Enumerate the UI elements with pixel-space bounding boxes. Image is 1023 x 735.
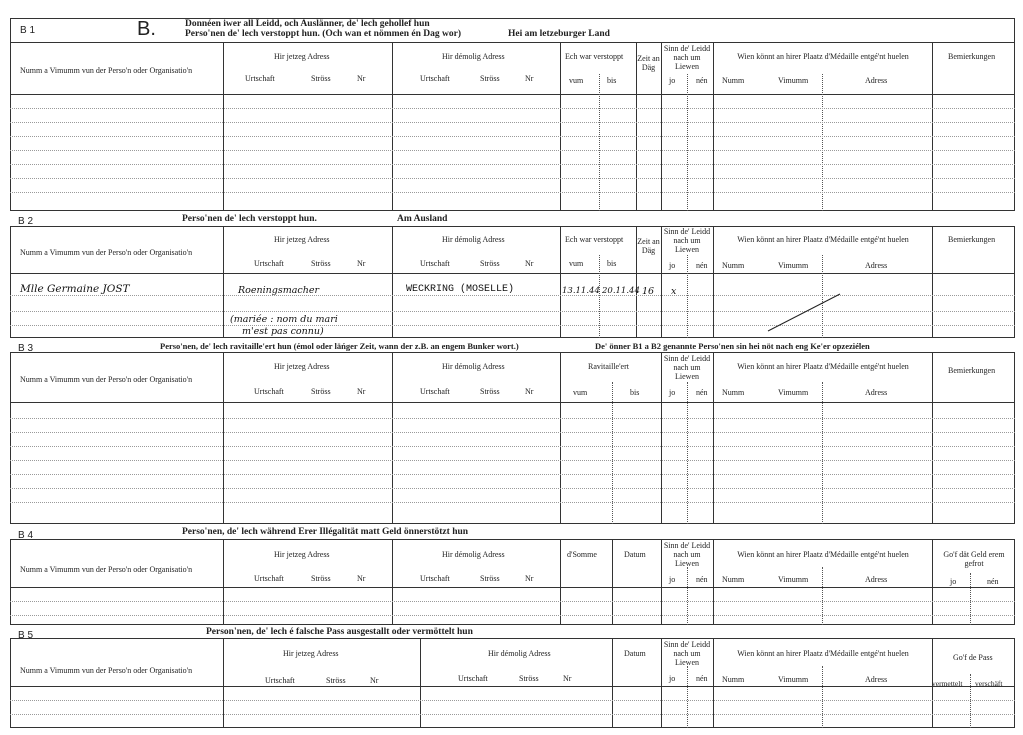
col-medal-name: Numm <box>722 76 745 85</box>
col-current-address: Hir jetzeg Adress <box>274 52 330 61</box>
col-yes: jo <box>669 261 676 270</box>
col-former-address: Hir démolig Adress <box>442 52 505 61</box>
col-medal-name: Numm <box>722 675 745 684</box>
col-nr: Nr <box>370 676 379 685</box>
col-current-address: Hir jetzeg Adress <box>274 235 330 244</box>
col-medal-first: Vimumm <box>778 575 809 584</box>
col-medal: Wien könnt an hirer Plaatz d'Médaille entgé'nt huelen <box>737 362 909 371</box>
col-yes: jo <box>950 577 957 586</box>
col-nr: Nr <box>525 574 534 583</box>
entry-note: m'est pas connu) <box>242 326 324 337</box>
col-town: Urtschaft <box>420 574 450 583</box>
col-no: nén <box>696 76 708 85</box>
section-b5 <box>10 626 1015 728</box>
col-died: Sinn de' Leidd nach um Liewen <box>663 640 711 667</box>
section-b2 <box>10 213 1015 338</box>
col-town: Urtschaft <box>458 674 488 683</box>
col-hidden: Ech war verstoppt <box>565 52 624 61</box>
col-died: Sinn de' Leidd nach um Liewen <box>663 227 711 254</box>
entry-name: Mlle Germaine JOST <box>20 283 130 295</box>
col-nr: Nr <box>525 74 534 83</box>
col-nr: Nr <box>357 259 366 268</box>
section-location: Hei am letzeburger Land <box>508 29 610 39</box>
col-distributed: vermettelt <box>932 679 963 688</box>
col-yes: jo <box>669 388 676 397</box>
col-street: Ströss <box>311 574 331 583</box>
section-location: Am Ausland <box>397 214 448 224</box>
col-medal: Wien könnt an hirer Plaatz d'Médaille entgé'nt huelen <box>737 550 909 559</box>
col-current-address: Hir jetzeg Adress <box>274 362 330 371</box>
col-street: Ströss <box>311 387 331 396</box>
col-street: Ströss <box>480 574 500 583</box>
col-sum: d'Somme <box>567 550 597 559</box>
entry-died-mark: x <box>671 286 677 297</box>
col-nr: Nr <box>525 387 534 396</box>
col-nr: Nr <box>357 387 366 396</box>
col-street: Ströss <box>311 74 331 83</box>
col-town: Urtschaft <box>254 574 284 583</box>
col-town: Urtschaft <box>420 74 450 83</box>
col-remarks: Bemierkungen <box>948 366 996 375</box>
col-former-address: Hir démolig Adress <box>442 362 505 371</box>
section-b1-frame <box>10 18 1015 211</box>
col-from: vum <box>569 76 584 85</box>
col-money-given: Go'f dät Geld erem gefrot <box>943 550 1005 568</box>
section-code: B 5 <box>18 630 34 641</box>
entry-current-town: Roeningsmacher <box>238 285 320 296</box>
col-town: Urtschaft <box>254 259 284 268</box>
col-medal: Wien könnt an hirer Plaatz d'Médaille entgé'nt huelen <box>737 52 909 61</box>
section-b3 <box>10 340 1015 524</box>
form-letter: B. <box>137 18 156 40</box>
col-medal-address: Adress <box>865 675 888 684</box>
section-title: Perso'nen, de' lech während Erer Illégalität matt Geld önnerstötzt hun <box>182 527 469 537</box>
section-code: B 2 <box>18 216 34 227</box>
col-remarks: Bemierkungen <box>948 52 996 61</box>
col-from: vum <box>573 388 588 397</box>
col-no: nén <box>696 261 708 270</box>
col-name: Numm a Vimumm vun der Perso'n oder Organisatio'n <box>20 666 193 675</box>
section-subtitle: Perso'nen de' lech verstoppt hun. (Och wan et nömmen én Dag wor) <box>185 29 462 39</box>
col-medal-name: Numm <box>722 575 745 584</box>
col-medal: Wien könnt an hirer Plaatz d'Médaille entgé'nt huelen <box>737 649 909 658</box>
col-name: Numm a Vimumm vun der Perso'n oder Organisatio'n <box>20 375 193 384</box>
col-no: nén <box>987 577 999 586</box>
section-code: B 4 <box>18 530 34 541</box>
col-died: Sinn de' Leidd nach um Liewen <box>663 44 711 71</box>
col-date: Datum <box>624 550 646 559</box>
col-name: Numm a Vimumm vun der Perso'n oder Organisatio'n <box>20 565 193 574</box>
col-died: Sinn de' Leidd nach um Liewen <box>663 541 711 568</box>
col-town: Urtschaft <box>420 387 450 396</box>
col-no: nén <box>696 674 708 683</box>
section-code: B 3 <box>18 343 34 354</box>
col-date: Datum <box>624 649 646 658</box>
col-yes: jo <box>669 76 676 85</box>
col-former-address: Hir démolig Adress <box>488 649 551 658</box>
section-title: Person'nen, de' lech é falsche Pass ausgestallt oder vermöttelt hun <box>206 627 473 637</box>
col-medal-first: Vimumm <box>778 675 809 684</box>
col-street: Ströss <box>480 74 500 83</box>
col-time-days: Zeit an Däg <box>637 54 660 72</box>
col-current-address: Hir jetzeg Adress <box>274 550 330 559</box>
col-no: nén <box>696 575 708 584</box>
col-medal-name: Numm <box>722 388 745 397</box>
col-medal-first: Vimumm <box>778 76 809 85</box>
entry-former-town: WECKRING (MOSELLE) <box>406 284 515 295</box>
section-title: Donnéen iwer all Leidd, och Auslänner, de' lech gehollef hun <box>185 19 430 29</box>
form-page <box>10 8 1015 728</box>
col-died: Sinn de' Leidd nach um Liewen <box>663 354 711 381</box>
col-medal-first: Vimumm <box>778 261 809 270</box>
col-former-address: Hir démolig Adress <box>442 235 505 244</box>
col-town: Urtschaft <box>245 74 275 83</box>
col-pass-given: Go'f de Pass <box>953 653 993 662</box>
col-medal-first: Vimumm <box>778 388 809 397</box>
entry-note: (mariée : nom du mari <box>230 314 338 325</box>
section-b4 <box>10 525 1015 625</box>
col-nr: Nr <box>357 574 366 583</box>
col-street: Ströss <box>311 259 331 268</box>
col-nr: Nr <box>563 674 572 683</box>
strike-line <box>765 291 845 336</box>
entry-from: 13.11.44 <box>562 286 600 296</box>
col-medal: Wien könnt an hirer Plaatz d'Médaille entgé'nt huelen <box>737 235 909 244</box>
section-code: B 1 <box>20 25 36 36</box>
entry-to: 20.11.44 <box>602 286 640 296</box>
col-no: nén <box>696 388 708 397</box>
col-from: vum <box>569 259 584 268</box>
col-to: bis <box>607 259 617 268</box>
col-street: Ströss <box>480 387 500 396</box>
col-to: bis <box>630 388 640 397</box>
col-yes: jo <box>669 575 676 584</box>
col-town: Urtschaft <box>420 259 450 268</box>
col-name: Numm a Vimumm vun der Perso'n oder Organisatio'n <box>20 248 193 257</box>
col-medal-address: Adress <box>865 575 888 584</box>
col-nr: Nr <box>357 74 366 83</box>
entry-days: 16 <box>642 286 655 297</box>
col-town: Urtschaft <box>254 387 284 396</box>
col-street: Ströss <box>519 674 539 683</box>
col-supplied: Ravitaille'ert <box>588 362 629 371</box>
col-former-address: Hir démolig Adress <box>442 550 505 559</box>
col-sold: verschäft <box>975 679 1003 688</box>
section-title: Perso'nen de' lech verstoppt hun. <box>182 214 317 224</box>
section-note: De' önner B1 a B2 genannte Perso'nen sin hei nöt nach eng Ke'er opzeziélen <box>595 341 870 351</box>
col-medal-address: Adress <box>865 261 888 270</box>
col-name: Numm a Vimumm vun der Perso'n oder Organisatio'n <box>20 66 193 75</box>
col-remarks: Bemierkungen <box>948 235 996 244</box>
col-current-address: Hir jetzeg Adress <box>283 649 339 658</box>
section-b1 <box>10 8 1015 211</box>
col-medal-name: Numm <box>722 261 745 270</box>
col-yes: jo <box>669 674 676 683</box>
col-medal-address: Adress <box>865 76 888 85</box>
col-street: Ströss <box>326 676 346 685</box>
col-street: Ströss <box>480 259 500 268</box>
col-medal-address: Adress <box>865 388 888 397</box>
col-town: Urtschaft <box>265 676 295 685</box>
col-time-days: Zeit an Däg <box>637 237 660 255</box>
col-hidden: Ech war verstoppt <box>565 235 624 244</box>
col-nr: Nr <box>525 259 534 268</box>
col-to: bis <box>607 76 617 85</box>
section-title: Perso'nen, de' lech ravitaille'ert hun (émol oder läńger Zeit, wann der z.B. an engem Bunker wort.) <box>160 341 519 351</box>
